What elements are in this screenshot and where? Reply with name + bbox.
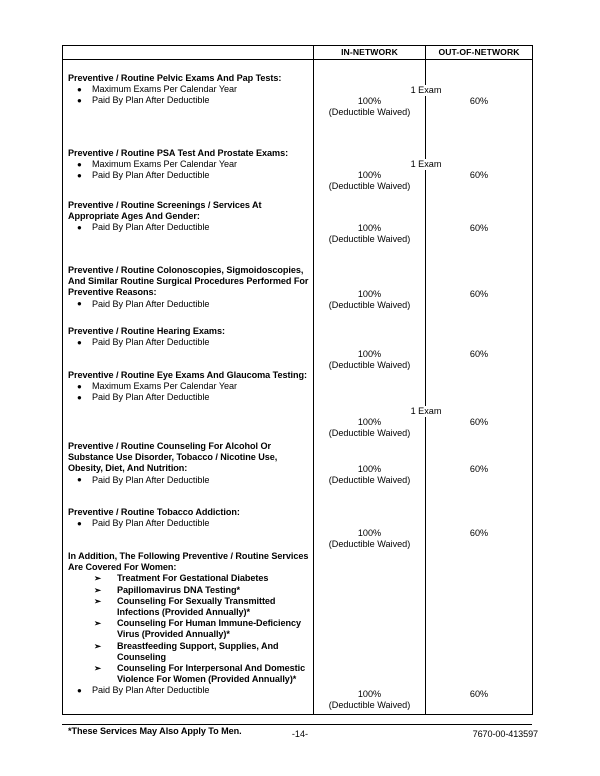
benefit-group xyxy=(63,326,313,348)
in-network-value xyxy=(314,223,425,245)
benefit-sub-item-label: Papillomavirus DNA Testing* xyxy=(117,584,240,595)
bullet-icon: ● xyxy=(77,222,82,232)
out-of-network-value: 60% xyxy=(469,689,489,699)
bullet-icon: ● xyxy=(77,170,82,180)
benefit-list-item-label: Paid By Plan After Deductible xyxy=(92,298,210,309)
bullet-icon: ● xyxy=(77,392,82,402)
benefit-sub-item xyxy=(68,618,309,640)
benefit-title: Preventive / Routine Screenings / Services At Appropriate Ages And Gender: xyxy=(68,200,262,222)
benefit-list-item xyxy=(68,95,309,106)
in-network-note: (Deductible Waived) xyxy=(328,539,411,550)
benefit-list-item-label: Paid By Plan After Deductible xyxy=(92,392,210,403)
benefit-list-item xyxy=(68,475,309,486)
maximum-exams-value: 1 Exam xyxy=(386,85,466,96)
table-footnote: *These Services May Also Apply To Men. xyxy=(68,726,242,736)
in-network-percent: 100% xyxy=(357,528,382,538)
out-of-network-value: 60% xyxy=(469,349,489,359)
benefit-sub-item xyxy=(68,573,309,584)
bullet-icon: ● xyxy=(77,159,82,169)
benefit-title: Preventive / Routine Eye Exams And Glaucoma Testing: xyxy=(68,370,307,380)
arrow-bullet-icon: ➢ xyxy=(94,584,102,595)
out-of-network-value: 60% xyxy=(469,289,489,299)
benefit-list-item-label: Paid By Plan After Deductible xyxy=(92,337,210,348)
bullet-icon: ● xyxy=(77,475,82,485)
benefit-list-item xyxy=(68,337,309,348)
benefit-sub-item xyxy=(68,585,309,596)
in-network-note: (Deductible Waived) xyxy=(328,300,411,311)
in-network-percent: 100% xyxy=(357,417,382,427)
in-network-percent: 100% xyxy=(357,170,382,180)
benefit-group xyxy=(63,265,313,310)
benefit-title: Preventive / Routine Pelvic Exams And Pap Tests: xyxy=(68,73,282,83)
benefit-list-item xyxy=(68,518,309,529)
header-cell-in-network: IN-NETWORK xyxy=(314,46,426,60)
header-cell-out-of-network: OUT-OF-NETWORK xyxy=(426,46,533,60)
bullet-icon: ● xyxy=(77,299,82,309)
in-network-percent: 100% xyxy=(357,289,382,299)
benefit-list-item-label: Maximum Exams Per Calendar Year xyxy=(92,381,238,392)
in-network-note: (Deductible Waived) xyxy=(328,700,411,711)
table-header-row xyxy=(63,46,533,60)
benefit-list-item xyxy=(68,84,309,95)
in-network-value xyxy=(314,349,425,371)
benefit-list-item-label: Paid By Plan After Deductible xyxy=(92,474,210,485)
in-network-note: (Deductible Waived) xyxy=(328,428,411,439)
bullet-icon: ● xyxy=(77,337,82,347)
benefit-group xyxy=(63,73,313,107)
arrow-bullet-icon: ➢ xyxy=(94,618,102,629)
out-of-network-value: 60% xyxy=(469,417,489,427)
benefit-list-item xyxy=(68,299,309,310)
in-network-value xyxy=(314,417,425,439)
benefit-title: Preventive / Routine Colonoscopies, Sigmoidoscopies, And Similar Routine Surgical Procedures Performed For Preventive Reasons: xyxy=(68,265,309,298)
out-of-network-value: 60% xyxy=(469,96,489,106)
benefit-title: Preventive / Routine Tobacco Addiction: xyxy=(68,507,240,517)
benefit-list-item-label: Paid By Plan After Deductible xyxy=(92,170,210,181)
in-network-value xyxy=(314,170,425,192)
arrow-bullet-icon: ➢ xyxy=(94,640,102,651)
bullet-icon: ● xyxy=(77,95,82,105)
benefit-title: Preventive / Routine Counseling For Alcohol Or Substance Use Disorder, Tobacco / Nicotine Use, Obesity, Diet, And Nutrition: xyxy=(68,441,278,474)
footer-divider xyxy=(62,724,532,725)
in-network-note: (Deductible Waived) xyxy=(328,181,411,192)
benefit-list-item xyxy=(68,170,309,181)
benefit-list-item-label: Maximum Exams Per Calendar Year xyxy=(92,159,238,170)
benefit-list-item xyxy=(68,159,309,170)
in-network-note: (Deductible Waived) xyxy=(328,107,411,118)
benefit-list-item xyxy=(68,381,309,392)
in-network-percent: 100% xyxy=(357,689,382,699)
bullet-icon: ● xyxy=(77,381,82,391)
benefit-list-item-label: Paid By Plan After Deductible xyxy=(92,685,210,696)
benefit-group xyxy=(63,507,313,529)
benefit-title: Preventive / Routine PSA Test And Prostate Exams: xyxy=(68,148,289,158)
benefit-list-item xyxy=(68,392,309,403)
table-body-row xyxy=(63,60,533,715)
benefit-list-item-label: Paid By Plan After Deductible xyxy=(92,95,210,106)
benefit-list-item-label: Paid By Plan After Deductible xyxy=(92,518,210,529)
arrow-bullet-icon: ➢ xyxy=(94,663,102,674)
benefit-list-item-label: Paid By Plan After Deductible xyxy=(92,222,210,233)
bullet-icon: ● xyxy=(77,84,82,94)
in-network-value xyxy=(314,464,425,486)
out-of-network-value: 60% xyxy=(469,528,489,538)
in-network-note: (Deductible Waived) xyxy=(328,360,411,371)
maximum-exams-value: 1 Exam xyxy=(386,159,466,170)
benefit-title: Preventive / Routine Hearing Exams: xyxy=(68,326,225,336)
benefit-group xyxy=(63,551,313,697)
benefit-sub-item-label: Counseling For Interpersonal And Domestic Violence For Women (Provided Annually)* xyxy=(117,663,306,685)
header-cell-description xyxy=(63,46,314,60)
out-of-network-value: 60% xyxy=(469,170,489,180)
in-network-value xyxy=(314,528,425,550)
out-of-network-value: 60% xyxy=(469,223,489,233)
out-of-network-value: 60% xyxy=(469,464,489,474)
in-network-note: (Deductible Waived) xyxy=(328,234,411,245)
in-network-percent: 100% xyxy=(357,464,382,474)
benefit-sub-item-label: Counseling For Sexually Transmitted Infections (Provided Annually)* xyxy=(117,595,276,618)
benefit-sub-item-label: Treatment For Gestational Diabetes xyxy=(117,573,269,584)
document-code: 7670-00-413597 xyxy=(472,729,538,739)
in-network-value xyxy=(314,689,425,711)
maximum-exams-value: 1 Exam xyxy=(386,406,466,417)
benefit-title: In Addition, The Following Preventive / Routine Services Are Covered For Women: xyxy=(68,551,309,573)
benefit-list-item-label: Maximum Exams Per Calendar Year xyxy=(92,84,238,95)
in-network-percent: 100% xyxy=(357,223,382,233)
benefit-group xyxy=(63,148,313,182)
in-network-percent: 100% xyxy=(357,96,382,106)
page-number: -14- xyxy=(291,729,309,739)
benefit-list-item xyxy=(68,685,309,696)
arrow-bullet-icon: ➢ xyxy=(94,573,102,584)
out-of-network-column xyxy=(426,60,533,715)
benefit-sub-item xyxy=(68,596,309,618)
benefit-group xyxy=(63,370,313,404)
benefit-group xyxy=(63,200,313,234)
benefit-group xyxy=(63,441,313,486)
bullet-icon: ● xyxy=(77,518,82,528)
in-network-value xyxy=(314,96,425,118)
benefit-sub-item xyxy=(68,641,309,663)
arrow-bullet-icon: ➢ xyxy=(94,595,102,606)
in-network-note: (Deductible Waived) xyxy=(328,475,411,486)
in-network-percent: 100% xyxy=(357,349,382,359)
benefit-list-item xyxy=(68,222,309,233)
benefit-sub-item-label: Breastfeeding Support, Supplies, And Counseling xyxy=(117,640,279,662)
in-network-column xyxy=(314,60,442,715)
in-network-value xyxy=(314,289,425,311)
bullet-icon: ● xyxy=(77,685,82,695)
benefit-sub-item xyxy=(68,663,309,685)
benefit-sub-item-label: Counseling For Human Immune-Deficiency Virus (Provided Annually)* xyxy=(117,618,302,640)
